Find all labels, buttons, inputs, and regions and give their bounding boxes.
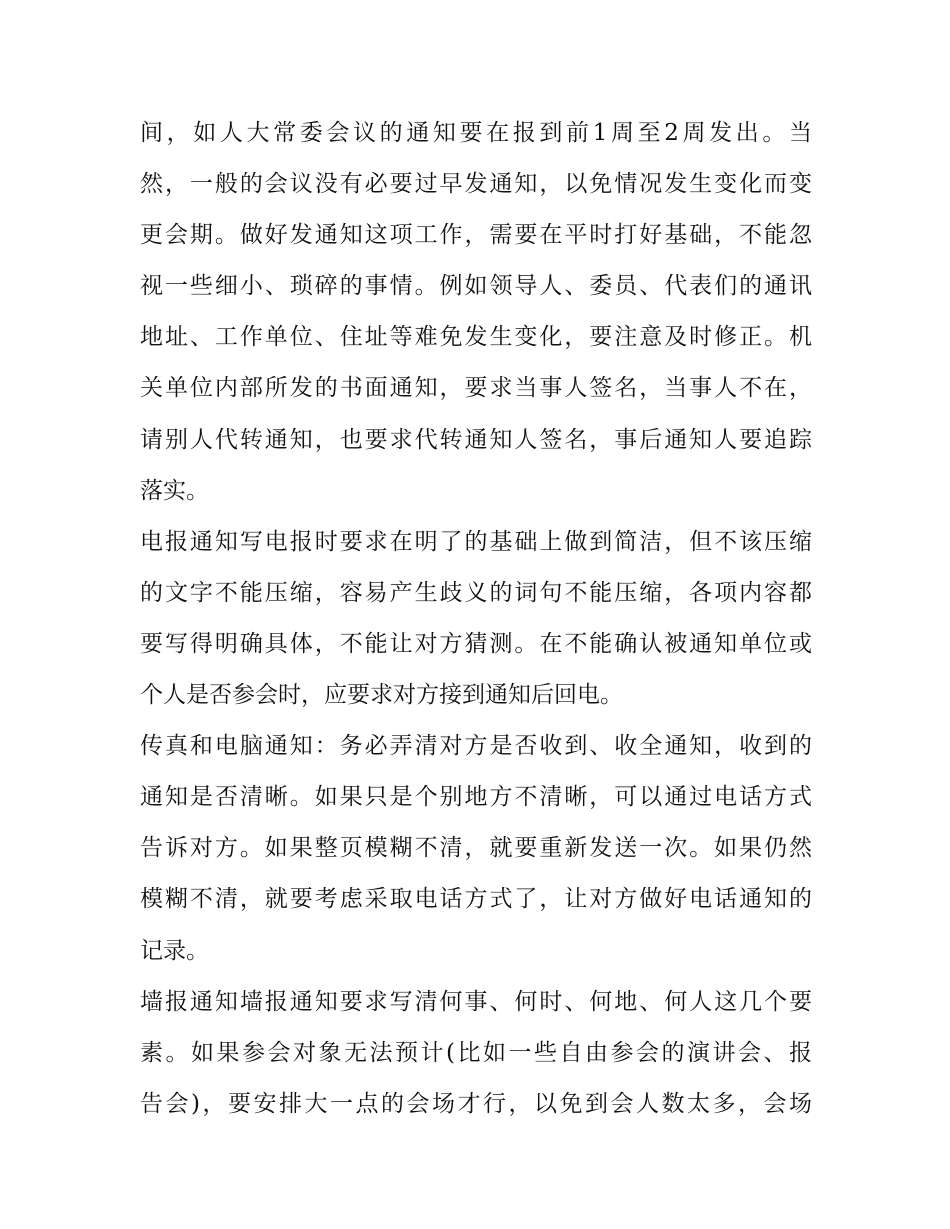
text-line: 传真和电脑通知：务必弄清对方是否收到、收全通知，收到的 — [140, 733, 812, 760]
text-line: 素。如果参会对象无法预计(比如一些自由参会的演讲会、报 — [140, 1039, 812, 1066]
paragraph-wall-poster-notice — [140, 977, 812, 1130]
text-line: 关单位内部所发的书面通知，要求当事人签名，当事人不在， — [140, 375, 812, 402]
text-line: 视一些细小、琐碎的事情。例如领导人、委员、代表们的通讯 — [140, 273, 812, 300]
text-line: 告诉对方。如果整页模糊不清，就要重新发送一次。如果仍然 — [140, 835, 812, 862]
text-line: 通知是否清晰。如果只是个别地方不清晰，可以通过电话方式 — [140, 784, 812, 811]
text-line: 记录。 — [140, 937, 209, 964]
text-line: 告会)，要安排大一点的会场才行，以免到会人数太多，会场 — [140, 1090, 812, 1117]
paragraph-meeting-notice-continuation — [140, 108, 812, 517]
text-line: 要写得明确具体，不能让对方猜测。在不能确认被通知单位或 — [140, 630, 812, 657]
text-line: 电报通知写电报时要求在明了的基础上做到简洁，但不该压缩 — [140, 528, 812, 555]
text-line: 地址、工作单位、住址等难免发生变化，要注意及时修正。机 — [140, 324, 812, 351]
text-line: 模糊不清，就要考虑采取电话方式了，让对方做好电话通知的 — [140, 886, 812, 913]
text-line: 间，如人大常委会议的通知要在报到前1周至2周发出。当 — [140, 120, 812, 146]
text-line: 更会期。做好发通知这项工作，需要在平时打好基础，不能忽 — [140, 222, 812, 249]
text-line: 墙报通知墙报通知要求写清何事、何时、何地、何人这几个要 — [140, 988, 812, 1015]
text-line: 落实。 — [140, 477, 209, 504]
paragraph-fax-computer-notice — [140, 721, 812, 976]
document-body — [140, 108, 812, 1130]
text-line: 请别人代转通知，也要求代转通知人签名，事后通知人要追踪 — [140, 426, 812, 453]
text-line: 个人是否参会时，应要求对方接到通知后回电。 — [140, 682, 623, 709]
paragraph-telegram-notice — [140, 517, 812, 721]
text-line: 的文字不能压缩，容易产生歧义的词句不能压缩，各项内容都 — [140, 579, 812, 606]
text-line: 然，一般的会议没有必要过早发通知，以免情况发生变化而变 — [140, 171, 812, 198]
